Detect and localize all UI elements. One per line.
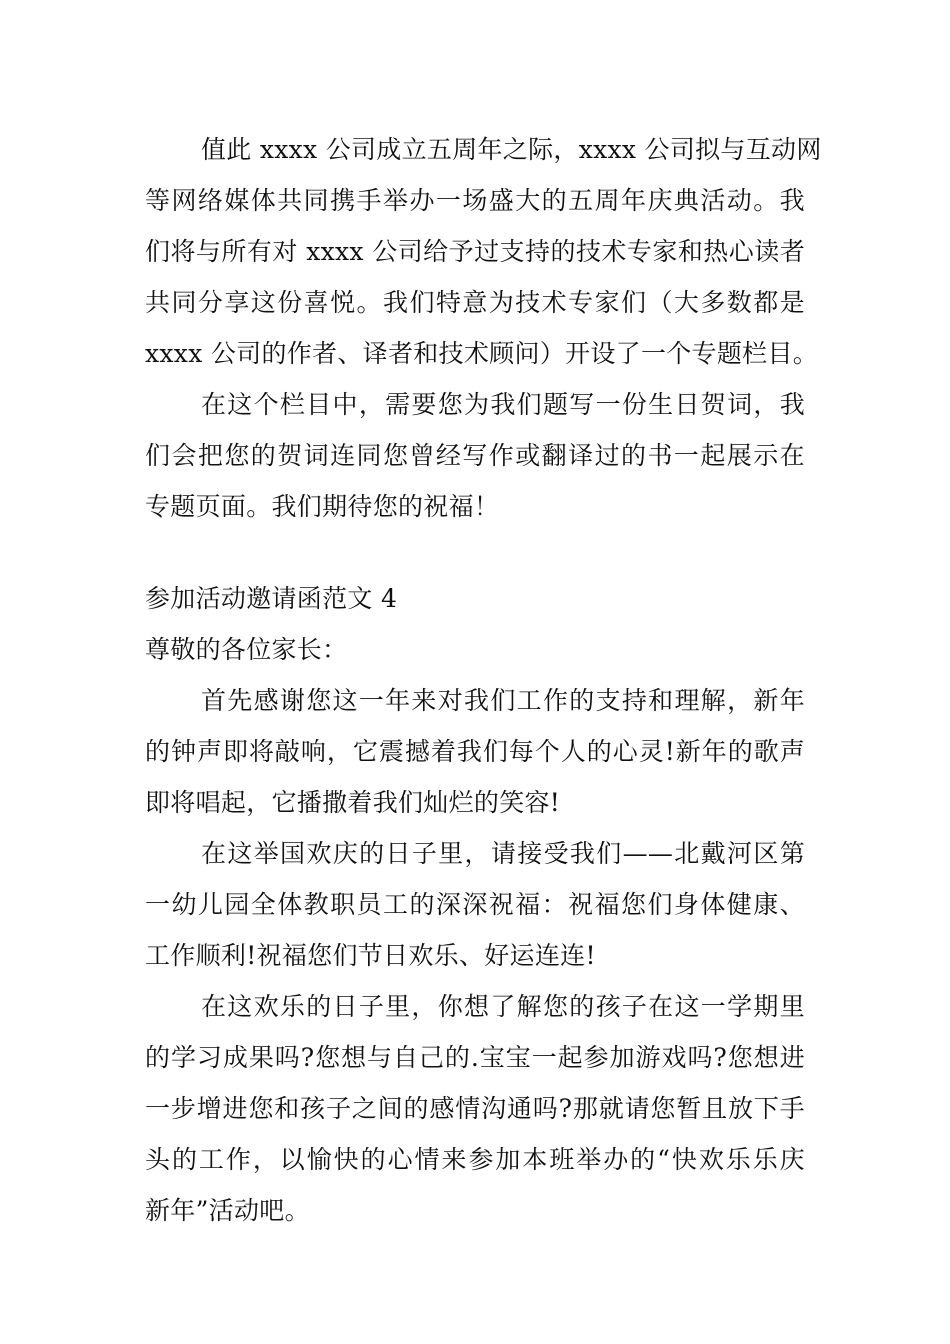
paragraph-line: 共同分享这份喜悦。我们特意为技术专家们（大多数都是 — [145, 288, 805, 317]
paragraph-line: 新年”活动吧。 — [145, 1196, 310, 1225]
paragraph-line: 工作顺利!祝福您们节日欢乐、好运连连! — [145, 941, 596, 970]
paragraph-line: 首先感谢您这一年来对我们工作的支持和理解，新年 — [201, 686, 805, 715]
paragraph-line: 们会把您的贺词连同您曾经写作或翻译过的书一起展示在 — [145, 441, 805, 470]
paragraph-line: 值此 xxxx 公司成立五周年之际，xxxx 公司拟与互动网 — [201, 135, 822, 164]
invitation-body-2 — [145, 573, 805, 1236]
paragraph-line: 们将与所有对 xxxx 公司给予过支持的技术专家和热心读者 — [145, 237, 805, 266]
paragraph-line: 专题页面。我们期待您的祝福！ — [145, 492, 500, 521]
paragraph-line: 等网络媒体共同携手举办一场盛大的五周年庆典活动。我 — [145, 186, 805, 215]
paragraph-line: 一幼儿园全体教职员工的深深祝福：祝福您们身体健康、 — [145, 890, 805, 919]
paragraph-line: 在这个栏目中，需要您为我们题写一份生日贺词，我 — [201, 390, 805, 419]
section-heading: 参加活动邀请函范文 4 — [145, 584, 398, 613]
paragraph-line: 的钟声即将敲响，它震撼着我们每个人的心灵!新年的歌声 — [145, 737, 805, 766]
paragraph-line: 即将唱起，它播撒着我们灿烂的笑容! — [145, 788, 561, 817]
paragraph-line: 一步增进您和孩子之间的感情沟通吗?那就请您暂且放下手 — [145, 1094, 805, 1123]
paragraph-line: 的学习成果吗?您想与自己的.宝宝一起参加游戏吗?您想进 — [145, 1043, 805, 1072]
paragraph-line: 头的工作，以愉快的心情来参加本班举办的“快欢乐乐庆 — [145, 1145, 805, 1174]
salutation: 尊敬的各位家长： — [145, 635, 348, 664]
paragraph-line: 在这举国欢庆的日子里，请接受我们——北戴河区第 — [201, 839, 805, 868]
paragraph-line: 在这欢乐的日子里，你想了解您的孩子在这一学期里 — [201, 992, 805, 1021]
paragraph-line: xxxx 公司的作者、译者和技术顾问）开设了一个专题栏目。 — [145, 339, 819, 368]
invitation-body-1 — [145, 124, 822, 532]
